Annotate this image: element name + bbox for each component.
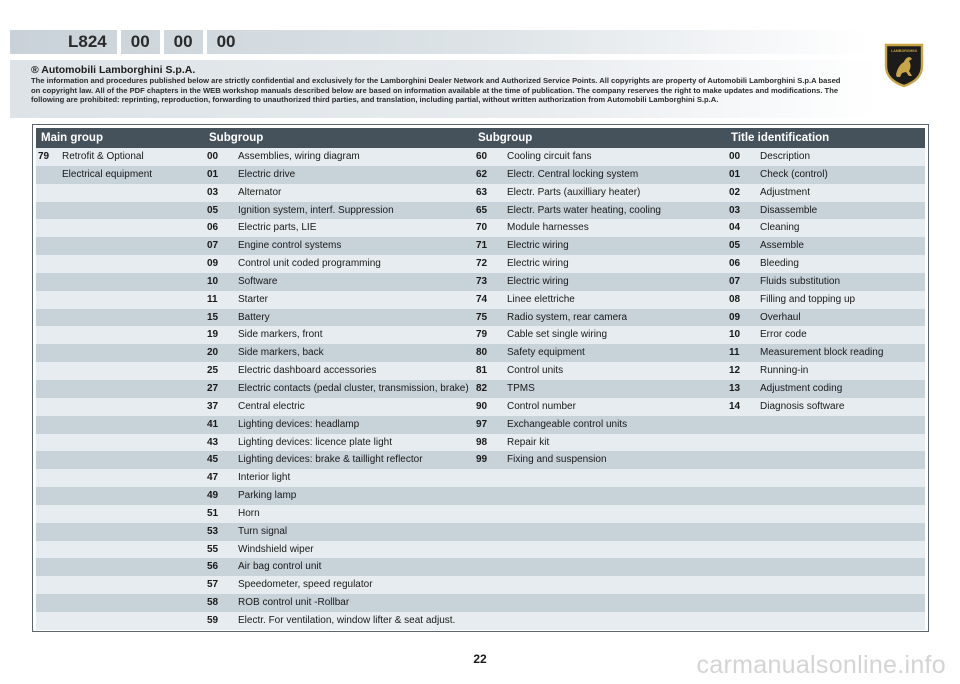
cell-code: 99 <box>476 454 488 466</box>
cell-label: Running-in <box>760 365 809 377</box>
code-separator <box>160 30 164 54</box>
cell-label: Electr. Central locking system <box>507 168 639 180</box>
table-row <box>36 309 925 327</box>
cell-label: Horn <box>238 507 260 519</box>
table-body <box>36 148 925 630</box>
header-subgroup-1: Subgroup <box>209 132 264 144</box>
cell-label: Interior light <box>238 472 291 484</box>
cell-code: 07 <box>207 240 219 252</box>
cell-code: 11 <box>729 347 740 359</box>
cell-code: 09 <box>729 311 741 323</box>
cell-code: 80 <box>476 347 488 359</box>
cell-label: Electric wiring <box>507 240 569 252</box>
table-row <box>36 434 925 452</box>
cell-code: 58 <box>207 597 219 609</box>
table-row <box>36 148 925 166</box>
cell-label: Speedometer, speed regulator <box>238 579 373 591</box>
cell-label: Lighting devices: headlamp <box>238 418 360 430</box>
cell-code: 57 <box>207 579 219 591</box>
cell-code: 43 <box>207 436 219 448</box>
table-row <box>36 523 925 541</box>
cell-label: Electric wiring <box>507 258 569 270</box>
document-code <box>68 30 236 54</box>
cell-label: ROB control unit -Rollbar <box>238 597 350 609</box>
table-row <box>36 469 925 487</box>
cell-code: 53 <box>207 525 219 537</box>
table-row <box>36 487 925 505</box>
table-row <box>36 166 925 184</box>
cell-code: 90 <box>476 400 488 412</box>
code-separator <box>203 30 207 54</box>
cell-code: 55 <box>207 543 219 555</box>
cell-label: Repair kit <box>507 436 550 448</box>
cell-code: 59 <box>207 614 219 626</box>
cell-label: Error code <box>760 329 807 341</box>
cell-label: Control unit coded programming <box>238 258 381 270</box>
cell-label: Description <box>760 151 811 162</box>
lamborghini-shield-logo <box>882 42 926 88</box>
table-row <box>36 219 925 237</box>
cell-label: Cleaning <box>760 222 800 234</box>
cell-code: 51 <box>207 507 219 519</box>
cell-label: Starter <box>238 293 269 305</box>
cell-code: 60 <box>476 151 488 162</box>
cell-label: Diagnosis software <box>760 400 845 412</box>
cell-label: Safety equipment <box>507 347 585 359</box>
table-header <box>36 128 925 148</box>
table-row <box>36 362 925 380</box>
cell-code: 25 <box>207 365 219 377</box>
cell-code: 74 <box>476 293 488 305</box>
cell-code: 06 <box>207 222 219 234</box>
table-row <box>36 255 925 273</box>
code-separator <box>117 30 121 54</box>
cell-label: Windshield wiper <box>238 543 314 555</box>
cell-label: Control number <box>507 400 576 412</box>
cell-code: 82 <box>476 382 488 394</box>
cell-label: Assemblies, wiring diagram <box>238 151 360 162</box>
page-number: 22 <box>473 652 487 666</box>
cell-label: Adjustment <box>760 186 811 198</box>
cell-code: 47 <box>207 472 219 484</box>
header-subgroup-2: Subgroup <box>478 132 533 144</box>
cell-code: 41 <box>207 418 219 430</box>
copyright-title: ® Automobili Lamborghini S.p.A. <box>31 64 196 76</box>
cell-code: 63 <box>476 186 488 198</box>
cell-label: Engine control systems <box>238 240 342 252</box>
table-row <box>36 184 925 202</box>
cell-label: Battery <box>238 311 270 323</box>
cell-label: Filling and topping up <box>760 293 856 305</box>
cell-code: 37 <box>207 400 219 412</box>
cell-label: Turn signal <box>238 525 288 537</box>
cell-label: Side markers, front <box>238 329 323 341</box>
cell-label: Ignition system, interf. Suppression <box>238 204 394 216</box>
cell-label: Control units <box>507 365 564 377</box>
cell-code: 20 <box>207 347 219 359</box>
cell-code: 02 <box>729 186 741 198</box>
cell-code: 56 <box>207 561 219 573</box>
cell-code: 06 <box>729 258 741 270</box>
svg-text:LAMBORGHINI: LAMBORGHINI <box>891 49 917 53</box>
cell-code: 71 <box>476 240 488 252</box>
cell-code: 03 <box>729 204 741 216</box>
cell-label: Retrofit & Optional <box>62 151 144 162</box>
cell-label: Assemble <box>760 240 804 252</box>
cell-label: Electric dashboard accessories <box>238 365 377 377</box>
table-row <box>36 612 925 630</box>
cell-code: 72 <box>476 258 488 270</box>
cell-code: 15 <box>207 311 219 323</box>
cell-code: 05 <box>207 204 219 216</box>
copyright-text: The information and procedures published below are strictly confidential and exclusively for the Lamborghini Dealer Network and Authorized Service Points. All copyrights are property of Automobili Lamborghini S.p.A based on copyright law. All of the PDF chapters in the WEB workshop manuals described below are based on information available at the time of publication. The company reserves the right to make updates and modifications. The following are prohibited: reprinting, reproduction, forwarding to unauthorized third parties, and translation, including partial, without written authorization from Automobili Lamborghini S.p.A. <box>31 76 841 105</box>
header-title-identification: Title identification <box>731 132 830 144</box>
cell-label: Electric contacts (pedal cluster, transmission, brake) <box>238 382 469 394</box>
cell-label: Electr. Parts water heating, cooling <box>507 204 661 216</box>
cell-label: Fixing and suspension <box>507 454 607 466</box>
cell-code: 45 <box>207 454 219 466</box>
table-row <box>36 558 925 576</box>
group-index-table <box>32 124 929 632</box>
cell-code: 79 <box>476 329 488 341</box>
cell-code: 04 <box>729 222 741 234</box>
cell-label: Software <box>238 275 278 287</box>
cell-code: 13 <box>729 382 741 394</box>
cell-label: TPMS <box>507 382 535 394</box>
cell-code: 10 <box>729 329 741 341</box>
cell-code: 14 <box>729 400 741 412</box>
watermark: carmanualsonline.info <box>696 651 946 679</box>
cell-label: Alternator <box>238 186 282 198</box>
cell-code: 00 <box>207 151 219 162</box>
cell-label: Linee elettriche <box>507 293 575 305</box>
table-row <box>36 576 925 594</box>
cell-code: 98 <box>476 436 488 448</box>
cell-label: Electr. For ventilation, window lifter & seat adjust. <box>238 614 456 626</box>
cell-label: Cable set single wiring <box>507 329 608 341</box>
table-row <box>36 291 925 309</box>
cell-code: 70 <box>476 222 488 234</box>
table-row <box>36 451 925 469</box>
table-row <box>36 237 925 255</box>
cell-code: 10 <box>207 275 219 287</box>
cell-label: Electric wiring <box>507 275 569 287</box>
cell-label: Side markers, back <box>238 347 324 359</box>
cell-code: 09 <box>207 258 219 270</box>
cell-code: 01 <box>729 168 741 180</box>
cell-code: 11 <box>207 293 218 305</box>
table-row <box>36 594 925 612</box>
table-row <box>36 273 925 291</box>
cell-code: 62 <box>476 168 488 180</box>
cell-label: Exchangeable control units <box>507 418 628 430</box>
cell-code: 05 <box>729 240 741 252</box>
table-row <box>36 398 925 416</box>
table-row <box>36 541 925 559</box>
cell-label: Lighting devices: brake & taillight reflector <box>238 454 423 466</box>
cell-label: Lighting devices: licence plate light <box>238 436 392 448</box>
cell-label: Electric drive <box>238 168 296 180</box>
table-row <box>36 202 925 220</box>
cell-label: Module harnesses <box>507 222 589 234</box>
cell-label: Parking lamp <box>238 490 297 502</box>
cell-label: Fluids substitution <box>760 275 841 287</box>
cell-code: 27 <box>207 382 219 394</box>
cell-code: 07 <box>729 275 741 287</box>
copyright-notice <box>10 60 878 118</box>
code-main-group: 00 <box>130 32 150 51</box>
cell-code: 73 <box>476 275 488 287</box>
code-title: 00 <box>216 32 236 51</box>
cell-code: 19 <box>207 329 219 341</box>
cell-label: Air bag control unit <box>238 561 322 573</box>
cell-code: 97 <box>476 418 488 430</box>
cell-label: Overhaul <box>760 311 801 323</box>
cell-code: 01 <box>207 168 219 180</box>
cell-label: Electrical equipment <box>62 168 153 180</box>
cell-label: Radio system, rear camera <box>507 311 628 323</box>
table-row <box>36 505 925 523</box>
cell-code: 03 <box>207 186 219 198</box>
cell-label: Check (control) <box>760 168 828 180</box>
cell-code: 79 <box>38 151 50 162</box>
table-row <box>36 416 925 434</box>
header-main-group: Main group <box>41 132 103 144</box>
cell-label: Adjustment coding <box>760 382 843 394</box>
table-row <box>36 326 925 344</box>
cell-label: Bleeding <box>760 258 799 270</box>
cell-code: 49 <box>207 490 219 502</box>
table-row <box>36 344 925 362</box>
cell-code: 65 <box>476 204 488 216</box>
cell-label: Electric parts, LIE <box>238 222 317 234</box>
cell-code: 08 <box>729 293 741 305</box>
code-subgroup: 00 <box>173 32 193 51</box>
cell-label: Disassemble <box>760 204 818 216</box>
code-model: L824 <box>68 32 107 51</box>
cell-label: Measurement block reading <box>760 347 884 359</box>
cell-label: Electr. Parts (auxilliary heater) <box>507 186 641 198</box>
cell-label: Cooling circuit fans <box>507 151 592 162</box>
cell-code: 12 <box>729 365 741 377</box>
cell-code: 81 <box>476 365 488 377</box>
table-row <box>36 380 925 398</box>
cell-label: Central electric <box>238 400 305 412</box>
cell-code: 00 <box>729 151 741 162</box>
cell-code: 75 <box>476 311 488 323</box>
